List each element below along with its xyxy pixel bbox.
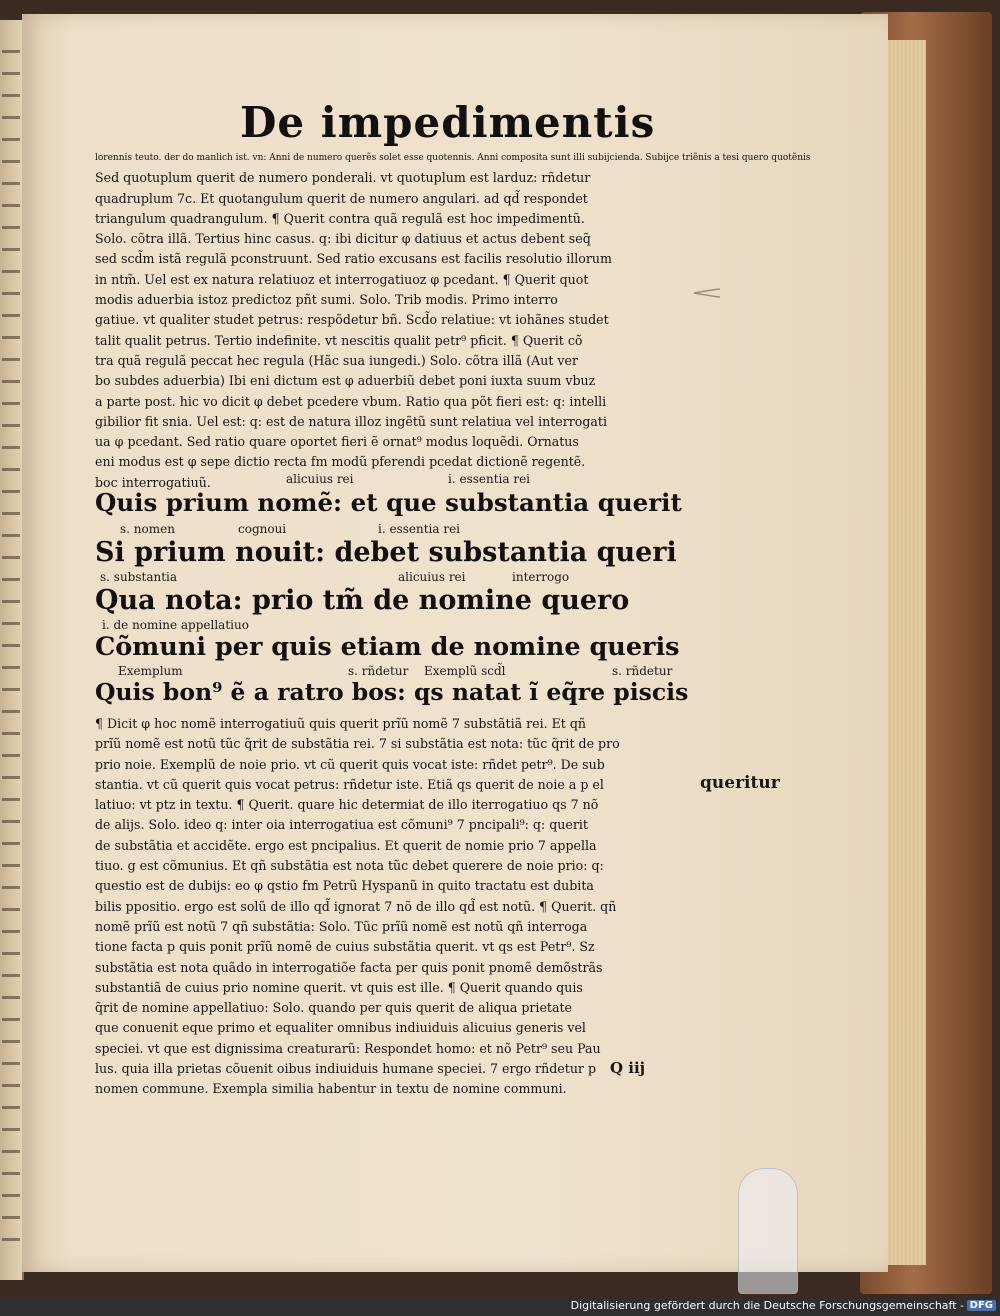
text-line: de substãtia et accidẽte. ergo est pncipalius. Et querit de nomie prio 7 appella [95, 837, 597, 853]
text-line: gatiue. vt qualiter studet petrus: respõdetur bñ. Scd̃o relatiue: vt iohãnes studet [95, 312, 609, 328]
dfg-logo: DFG [967, 1300, 996, 1311]
text-line: boc interrogatiuũ. [95, 474, 211, 490]
gloss: alicuius rei [398, 570, 466, 584]
facing-page-text-fragment [2, 490, 20, 493]
text-line: que conuenit eque primo et equaliter omnibus indiuiduis alicuius generis vel [95, 1020, 586, 1036]
facing-page-text-fragment [2, 358, 20, 361]
facing-page-text-fragment [2, 974, 20, 977]
footer-credit: Digitalisierung gefördert durch die Deutsche Forschungsgemeinschaft - [570, 1299, 964, 1312]
text-line: prĩũ nomẽ est notũ tũc q̃rit de substãtia rei. 7 si substãtia est nota: tũc q̃rit de pro [95, 736, 620, 752]
facing-page-text-fragment [2, 270, 20, 273]
gloss: i. de nomine appellatiuo [102, 618, 249, 632]
text-line: nomẽ prĩũ est notũ 7 qñ substãtia: Solo. Tũc prĩũ nomẽ est notũ qñ interroga [95, 918, 588, 934]
text-line: bilis ppositio. ergo est solũ de illo qd̃ ignorat 7 nõ de illo qd̃ est notũ. ¶ Querit. qñ [95, 898, 617, 914]
verse-line: Cõmuni per quis etiam de nomine queris [95, 632, 680, 662]
facing-page-text-fragment [2, 600, 20, 603]
facing-page-text-fragment [2, 72, 20, 75]
facing-page-text-fragment [2, 842, 20, 845]
text-line: talit qualit petrus. Tertio indefinite. vt nescitis qualit petr⁹ pficit. ¶ Querit cõ [95, 332, 583, 348]
facing-page-text-fragment [2, 556, 20, 559]
text-line: a parte post. hic vo dicit φ debet pcedere vbum. Ratio qua põt fieri est: q: intelli [95, 393, 607, 409]
facing-page-text-fragment [2, 204, 20, 207]
facing-page-text-fragment [2, 1018, 20, 1021]
facing-page-text-fragment [2, 182, 20, 185]
page-title: De impedimentis [240, 98, 656, 147]
text-line: triangulum quadrangulum. ¶ Querit contra quã regulã est hoc impedimentũ. [95, 210, 585, 226]
text-line: stantia. vt cũ querit quis vocat petrus: rñdetur iste. Etiã qs querit de noie a p el [95, 776, 604, 792]
text-line: tra quã regulã peccat hec regula (Hãc sua iungedi.) Solo. cõtra illã (Aut ver [95, 352, 578, 368]
gloss: interrogo [512, 570, 570, 584]
facing-page-text-fragment [2, 512, 20, 515]
signature-mark: Q iij [610, 1059, 646, 1077]
text-line: ¶ Dicit φ hoc nomẽ interrogatiuũ quis querit prĩũ nomẽ 7 substãtiã rei. Et qñ [95, 716, 587, 731]
facing-page-text-fragment [2, 292, 20, 295]
footer-bar [0, 1298, 1000, 1316]
facing-page-text-fragment [2, 886, 20, 889]
facing-page-text-fragment [2, 1040, 20, 1043]
facing-page-text-fragment [2, 864, 20, 867]
facing-page-text-fragment [2, 754, 20, 757]
text-line: tione facta p quis ponit prĩũ nomẽ de cuius substãtia querit. vt qs est Petr⁹. Sz [95, 939, 595, 955]
verse-line: Quis bon⁹ ẽ a ratro bos: qs natat ĩ eq̃re piscis [95, 678, 689, 706]
facing-page-text-fragment [2, 644, 20, 647]
verse-line: Qua nota: prio tm̃ de nomine quero [95, 585, 630, 616]
facing-page-text-fragment [2, 248, 20, 251]
facing-page-text-fragment [2, 578, 20, 581]
facing-page-text-fragment [2, 710, 20, 713]
facing-page-text-fragment [2, 996, 20, 999]
gloss: s. rñdetur [348, 664, 409, 678]
facing-page-text-fragment [2, 798, 20, 801]
text-line: lus. quia illa prietas cõuenit oibus indiuiduis humane speciei. 7 ergo rñdetur p [95, 1061, 597, 1077]
gloss: s. nomen [120, 522, 175, 536]
text-line: in ntm̃. Uel est ex natura relatiuoz et interrogatiuoz φ pcedant. ¶ Querit quot [95, 271, 589, 287]
facing-page-text-fragment [2, 1084, 20, 1087]
verse-line: Si prium nouit: debet substantia queri [95, 537, 677, 568]
text-line: tiuo. g est cõmunius. Et qñ substãtia est nota tũc debet querere de noie prio: q: [95, 858, 604, 874]
facing-page-text-fragment [2, 1172, 20, 1175]
facing-page-text-fragment [2, 688, 20, 691]
margin-note: queritur [700, 773, 780, 793]
text-line: prio noie. Exemplũ de noie prio. vt cũ querit quis vocat iste: rñdet petr⁹. De sub [95, 756, 605, 772]
gloss: s. substantia [100, 570, 178, 584]
facing-page-text-fragment [2, 226, 20, 229]
text-line: substantiã de cuius prio nomine querit. vt quis est ille. ¶ Querit quando quis [95, 979, 583, 995]
facing-page-text-fragment [2, 622, 20, 625]
facing-page-text-fragment [2, 94, 20, 97]
gloss: i. essentia rei [378, 522, 461, 536]
text-line: ua φ pcedant. Sed ratio quare oportet fieri ẽ ornat⁹ modus loquẽdi. Ornatus [95, 434, 579, 450]
text-line: questio est de dubijs: eo φ qstio fm Petrũ Hyspanũ in quito tractatu est dubita [95, 878, 594, 894]
facing-page-text-fragment [2, 402, 20, 405]
facing-page-text-fragment [2, 468, 20, 471]
facing-page-text-fragment [2, 1238, 20, 1241]
facing-page-text-fragment [2, 160, 20, 163]
facing-page-text-fragment [2, 138, 20, 141]
text-line: lorennis teuto. der do manlich ist. vn: Anni de numero querẽs solet esse quotennis. Anni composita sunt illi subijcienda. Subijce triẽnis a tesi quero quotẽnis [95, 153, 811, 163]
verse-line: Quis prium nomẽ: et que substantia querit [95, 488, 682, 517]
text-line: modis aduerbia istoz predictoz pñt sumi. Solo. Trib modis. Primo interro [95, 292, 558, 308]
text-line: speciei. vt que est dignissima creaturarũ: Respondet homo: et nõ Petr⁹ seu Pau [95, 1040, 601, 1056]
book-support-clip [738, 1168, 798, 1294]
facing-page-text-fragment [2, 1216, 20, 1219]
gloss: cognoui [238, 522, 287, 536]
text-line: gibilior fit snia. Uel est: q: est de natura illoz ingẽtũ sunt relatiua vel interrogati [95, 413, 608, 429]
text-line: q̃rit de nomine appellatiuo: Solo. quando per quis querit de aliqua prietate [95, 1000, 572, 1016]
gloss: s. rñdetur [612, 664, 673, 678]
facing-page-text-fragment [2, 380, 20, 383]
gloss: i. essentia rei [448, 472, 531, 486]
commentary-block-top [95, 148, 811, 493]
gloss: Exemplũ scd̃l [424, 664, 506, 678]
text-line: quadruplum 7c. Et quotangulum querit de numero angulari. ad qd̃ respondet [95, 190, 588, 206]
facing-page-text-fragment [2, 908, 20, 911]
text-line: sed scd̃m istã regulã pconstruunt. Sed ratio excusans est facilis resolutio illorum [95, 251, 612, 267]
pencil-mark-icon [692, 286, 722, 300]
text-line: de alijs. Solo. ideo q: inter oia interrogatiua est cõmuni⁹ 7 pncipali⁹: q: querit [95, 817, 588, 833]
commentary-block-bottom [95, 714, 680, 1100]
text-line: Sed quotuplum querit de numero ponderali. vt quotuplum est larduz: rñdetur [95, 170, 591, 186]
facing-page-text-fragment [2, 1062, 20, 1065]
text-line: substãtia est nota quãdo in interrogatiõe facta per quis ponit pnomẽ demõstrãs [95, 959, 603, 975]
facing-page-text-fragment [2, 424, 20, 427]
facing-page-text-fragment [2, 666, 20, 669]
facing-page-text-fragment [2, 1106, 20, 1109]
facing-page-text-fragment [2, 820, 20, 823]
facing-page-text-fragment [2, 732, 20, 735]
facing-page-text-fragment [2, 50, 20, 53]
facing-page-edge [0, 20, 24, 1280]
text-line: nomen commune. Exempla similia habentur in textu de nomine communi. [95, 1081, 567, 1097]
text-line: Solo. cõtra illã. Tertius hinc casus. q: ibi dicitur φ datiuus et actus debent seq̃ [95, 231, 591, 247]
facing-page-text-fragment [2, 930, 20, 933]
facing-page-text-fragment [2, 1128, 20, 1131]
facing-page-text-fragment [2, 336, 20, 339]
text-line: bo subdes aduerbia) Ibi eni dictum est φ aduerbiũ debet poni iuxta suum vbuz [95, 373, 596, 389]
facing-page-text-fragment [2, 952, 20, 955]
facing-page-text-fragment [2, 446, 20, 449]
facing-page-text-fragment [2, 1194, 20, 1197]
facing-page-text-fragment [2, 534, 20, 537]
text-line: latiuo: vt ptz in textu. ¶ Querit. quare hic determiat de illo iterrogatiuo qs 7 nõ [95, 797, 599, 813]
gloss: alicuius rei [286, 472, 354, 486]
facing-page-text-fragment [2, 116, 20, 119]
facing-page-text-fragment [2, 776, 20, 779]
facing-page-text-fragment [2, 1150, 20, 1153]
text-line: eni modus est φ sepe dictio recta fm modũ pferendi pcedat dictionẽ regentẽ. [95, 454, 586, 470]
gloss: Exemplum [118, 664, 183, 678]
facing-page-text-fragment [2, 314, 20, 317]
